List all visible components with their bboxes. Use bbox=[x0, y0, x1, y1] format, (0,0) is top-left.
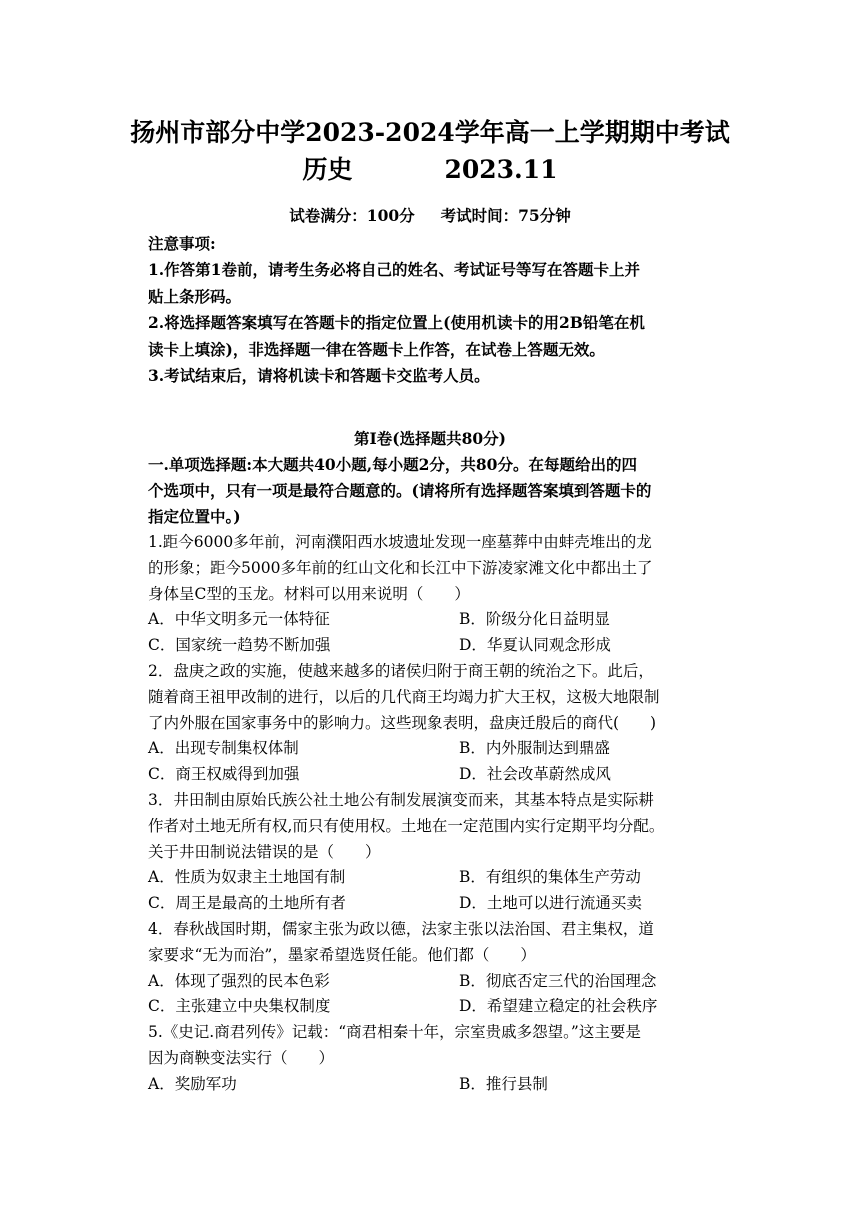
section-title: 第Ⅰ卷(选择题共80分) bbox=[354, 429, 506, 448]
option-row bbox=[148, 994, 718, 1020]
option-row bbox=[148, 607, 718, 633]
question-stem-line: 4．春秋战国时期，儒家主张为政以德，法家主张以法治国、君主集权，道 bbox=[148, 919, 654, 938]
option-d: D．华夏认同观念形成 bbox=[459, 636, 611, 655]
option-row bbox=[148, 762, 718, 788]
question-stem-line: 了内外服在国家事务中的影响力。这些现象表明，盘庚迁殷后的商代( ) bbox=[148, 713, 657, 732]
question-2 bbox=[148, 659, 718, 788]
subject-date-line bbox=[0, 152, 860, 188]
exam-title: 扬州市部分中学2023-2024学年高一上学期期中考试 bbox=[130, 118, 730, 147]
question-stem-line: 2．盘庚之政的实施，使越来越多的诸侯归附于商王朝的统治之下。此后， bbox=[148, 661, 654, 680]
instruction-line: 指定位置中。) bbox=[148, 506, 241, 526]
notice-line: 1.作答第1卷前，请考生务必将自己的姓名、考试证号等写在答题卡上并 bbox=[148, 260, 640, 280]
instruction-line: 个选项中，只有一项是最符合题意的。(请将所有选择题答案填到答题卡的 bbox=[148, 480, 652, 500]
option-b: B．推行县制 bbox=[459, 1074, 548, 1093]
option-a: A．出现专制集权体制 bbox=[148, 739, 299, 758]
question-stem-line: 随着商王祖甲改制的进行，以后的几代商王均竭力扩大王权，这极大地限制 bbox=[148, 687, 660, 706]
section-instructions bbox=[148, 452, 718, 529]
question-4 bbox=[148, 917, 718, 1020]
option-b: B．彻底否定三代的治国理念 bbox=[459, 971, 657, 990]
option-c: C．主张建立中央集权制度 bbox=[148, 997, 331, 1016]
question-3 bbox=[148, 788, 718, 917]
question-stem-line: 家要求“无为而治”，墨家希望选贤任能。他们都（ ） bbox=[148, 945, 536, 964]
option-b: B．阶级分化日益明显 bbox=[459, 610, 610, 629]
notice-line: 3.考试结束后，请将机读卡和答题卡交监考人员。 bbox=[148, 366, 490, 386]
question-5 bbox=[148, 1020, 718, 1097]
notice-line: 贴上条形码。 bbox=[148, 286, 242, 306]
exam-meta-line bbox=[0, 204, 860, 228]
question-stem-line: 5.《史记.商君列传》记载：“商君相秦十年，宗室贵戚多怨望。”这主要是 bbox=[148, 1023, 641, 1042]
question-list bbox=[148, 530, 718, 1098]
question-stem-line: 关于井田制说法错误的是（ ） bbox=[148, 842, 381, 861]
notice-heading: 注意事项: bbox=[148, 234, 216, 253]
exam-time: 考试时间：75分钟 bbox=[440, 206, 571, 225]
option-row bbox=[148, 633, 718, 659]
option-b: B．有组织的集体生产劳动 bbox=[459, 868, 641, 887]
option-d: D．土地可以进行流通买卖 bbox=[459, 894, 642, 913]
subject-label: 历史 bbox=[302, 155, 353, 184]
option-row bbox=[148, 736, 718, 762]
exam-date: 2023.11 bbox=[444, 155, 558, 184]
full-score: 试卷满分：100分 bbox=[289, 206, 415, 225]
question-stem-line: 3．井田制由原始氏族公社土地公有制发展演变而来，其基本特点是实际耕 bbox=[148, 790, 654, 809]
notice-block bbox=[148, 231, 718, 389]
question-stem-line: 因为商鞅变法实行（ ） bbox=[148, 1048, 335, 1067]
option-c: C．周王是最高的土地所有者 bbox=[148, 894, 346, 913]
notice-line: 2.将选择题答案填写在答题卡的指定位置上(使用机读卡的用2B铅笔在机 bbox=[148, 313, 645, 333]
option-d: D．希望建立稳定的社会秩序 bbox=[459, 997, 658, 1016]
option-row bbox=[148, 969, 718, 995]
instruction-line: 一.单项选择题:本大题共40小题,每小题2分，共80分。在每题给出的四 bbox=[148, 455, 637, 474]
question-stem-line: 1.距今6000多年前，河南濮阳西水坡遗址发现一座墓葬中由蚌壳堆出的龙 bbox=[148, 533, 652, 551]
option-d: D．社会改革蔚然成风 bbox=[459, 765, 611, 784]
question-stem-line: 的形象；距今5000多年前的红山文化和长江中下游凌家滩文化中都出土了 bbox=[148, 558, 653, 577]
option-c: C．国家统一趋势不断加强 bbox=[148, 636, 331, 655]
notice-line: 读卡上填涂)，非选择题一律在答题卡上作答，在试卷上答题无效。 bbox=[148, 339, 605, 359]
option-c: C．商王权威得到加强 bbox=[148, 765, 300, 784]
option-a: A．性质为奴隶主土地国有制 bbox=[148, 868, 346, 887]
question-stem-line: 作者对土地无所有权,而只有使用权。土地在一定范围内实行定期平均分配。 bbox=[148, 816, 665, 835]
option-row bbox=[148, 891, 718, 917]
question-1 bbox=[148, 530, 718, 659]
option-a: A．奖励军功 bbox=[148, 1074, 237, 1093]
option-a: A．体现了强烈的民本色彩 bbox=[148, 971, 330, 990]
question-stem-line: 身体呈C型的玉龙。材料可以用来说明（ ） bbox=[148, 584, 470, 603]
option-row bbox=[148, 1072, 718, 1098]
option-row bbox=[148, 865, 718, 891]
option-b: B．内外服制达到鼎盛 bbox=[459, 739, 610, 758]
option-a: A．中华文明多元一体特征 bbox=[148, 610, 330, 629]
